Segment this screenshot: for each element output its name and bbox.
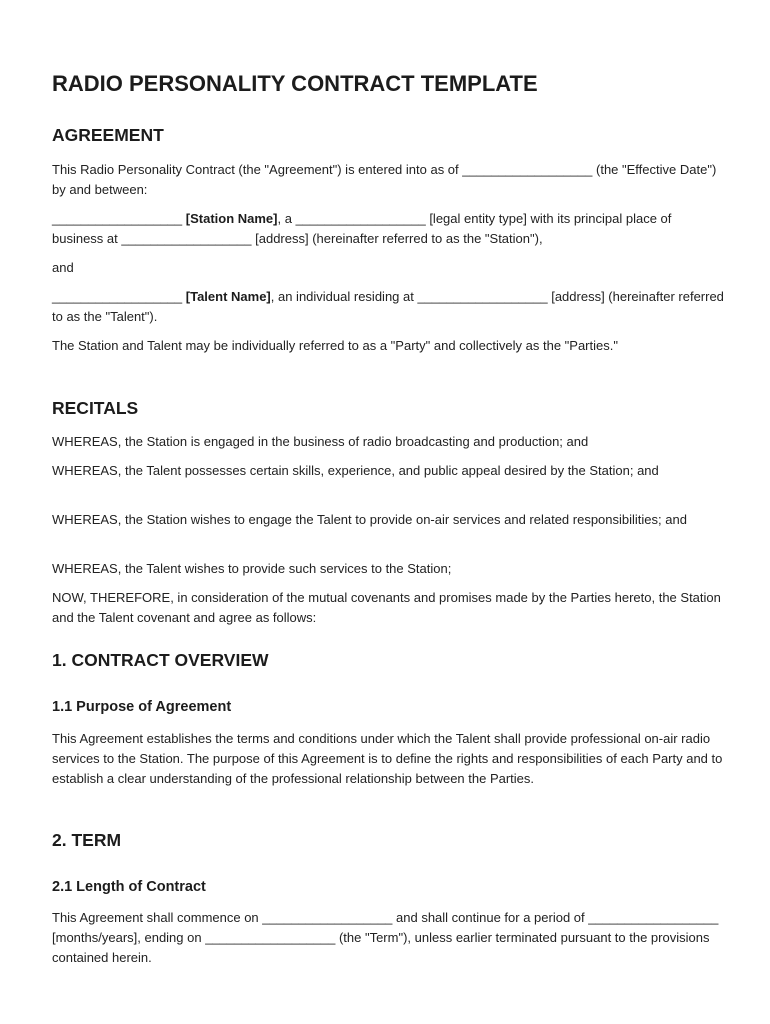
station-party-paragraph xyxy=(52,209,724,249)
section-1-1-text: This Agreement establishes the terms and conditions under which the Talent shall provide professional on-air radio services to the Station. The purpose of this Agreement is to define the rights and responsibilities of each Party and to establish a clear understanding of the professional relationship between the Parties. xyxy=(52,731,723,786)
talent-party-paragraph xyxy=(52,287,724,327)
document-title: RADIO PERSONALITY CONTRACT TEMPLATE xyxy=(52,71,538,96)
recital-item: WHEREAS, the Talent possesses certain skills, experience, and public appeal desired by the Station; and xyxy=(52,463,659,478)
recital-item: NOW, THEREFORE, in consideration of the mutual covenants and promises made by the Parties hereto, the Station and the Talent covenant and agree as follows: xyxy=(52,590,721,625)
recital-item: WHEREAS, the Station is engaged in the business of radio broadcasting and production; and xyxy=(52,434,589,449)
talent-name-placeholder: [Talent Name] xyxy=(185,289,271,304)
and-connector: and xyxy=(52,260,74,275)
station-details: , a __________________ [legal entity type] with its principal place of business at __________________ [address] (hereinafter referred to as the "Station"), xyxy=(52,211,672,246)
agreement-heading: AGREEMENT xyxy=(52,125,164,145)
station-name-placeholder: [Station Name] xyxy=(185,211,278,226)
talent-blank: __________________ xyxy=(52,289,186,304)
section-2-heading: 2. TERM xyxy=(52,830,122,850)
recital-item: WHEREAS, the Talent wishes to provide such services to the Station; xyxy=(52,561,452,576)
parties-definition: The Station and Talent may be individually referred to as a "Party" and collectively as the "Parties." xyxy=(52,338,618,353)
section-1-heading: 1. CONTRACT OVERVIEW xyxy=(52,650,269,670)
talent-details: , an individual residing at __________________ [address] (hereinafter referred to as the "Talent"). xyxy=(52,289,724,324)
section-1-1-heading: 1.1 Purpose of Agreement xyxy=(52,699,232,715)
section-2-1-heading: 2.1 Length of Contract xyxy=(52,879,206,895)
section-2-1-text: This Agreement shall commence on __________________ and shall continue for a period of __________________ [months/years], ending on __________________ (the "Term"), unless earlier terminated pursuant to the provisions contained herein. xyxy=(52,910,719,965)
agreement-intro: This Radio Personality Contract (the "Agreement") is entered into as of __________________ (the "Effective Date") by and between: xyxy=(52,162,717,197)
recital-item: WHEREAS, the Station wishes to engage the Talent to provide on-air services and related responsibilities; and xyxy=(52,512,687,527)
station-blank: __________________ xyxy=(52,211,186,226)
recitals-heading: RECITALS xyxy=(52,398,139,418)
